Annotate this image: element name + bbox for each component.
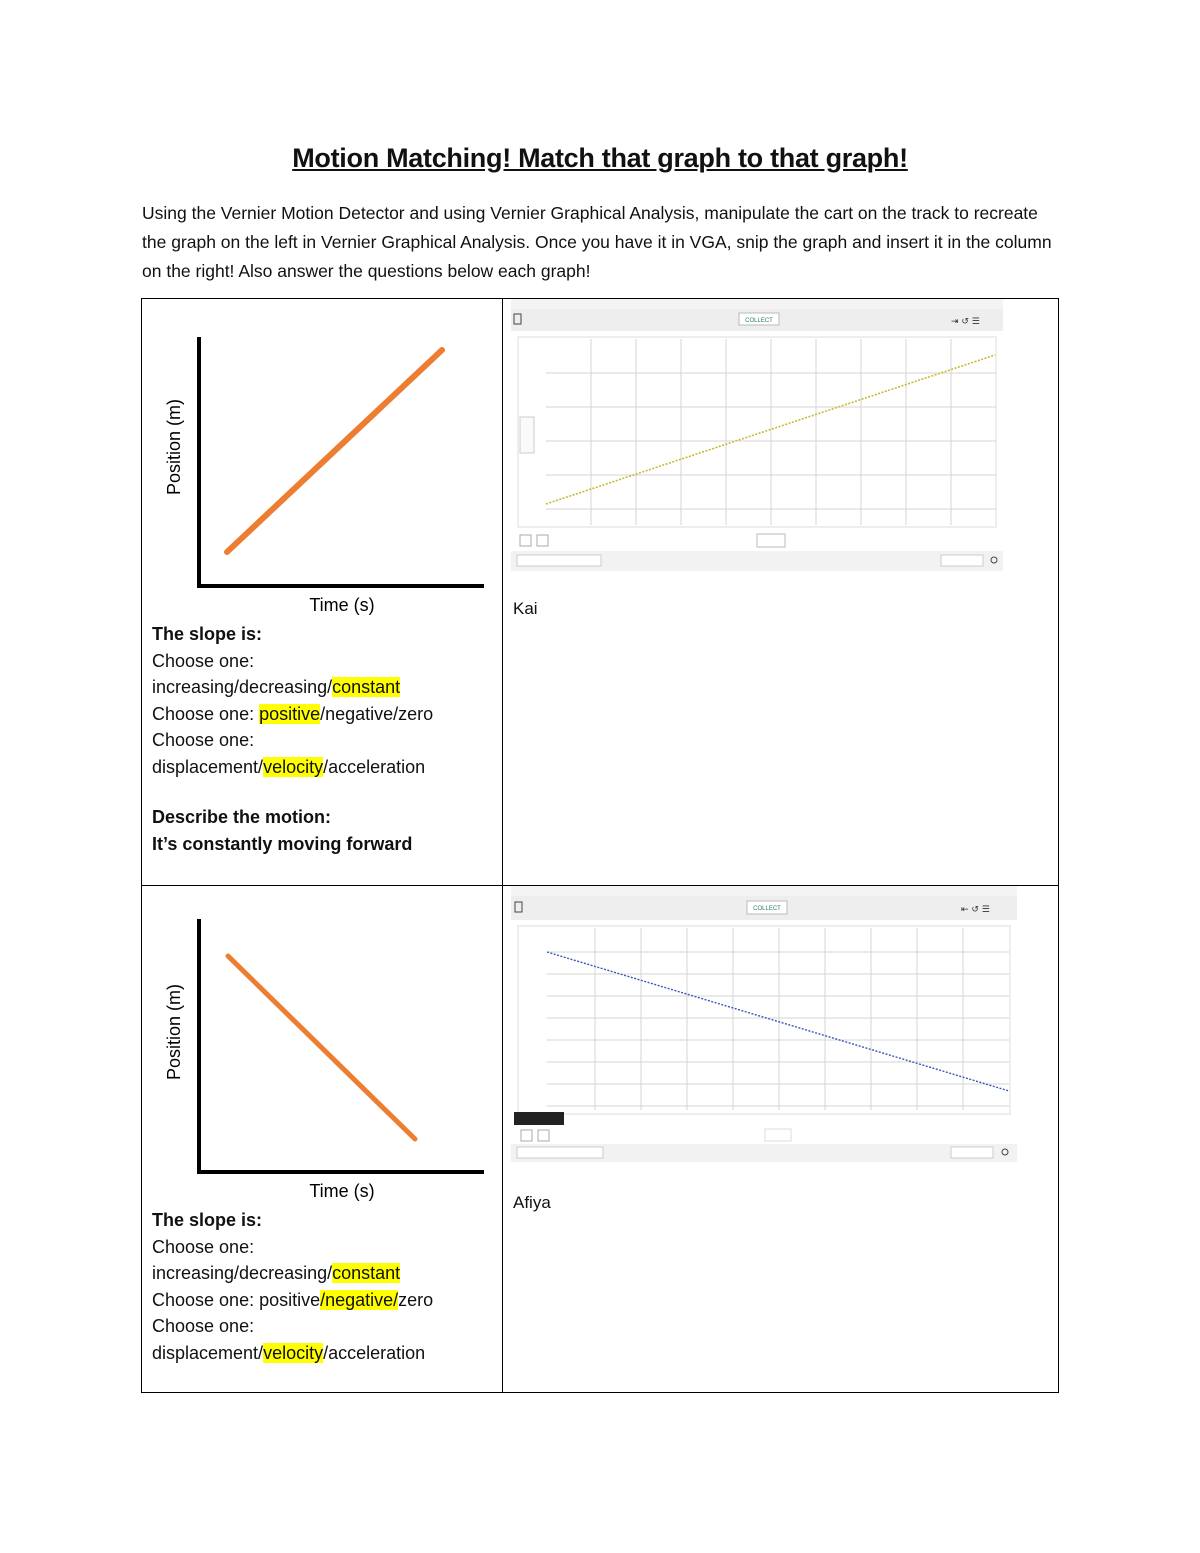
- increasing-line: [227, 350, 442, 552]
- slope-heading: The slope is:: [152, 1210, 263, 1230]
- student-name: Afiya: [513, 1193, 551, 1212]
- instructions: Using the Vernier Motion Detector and using Vernier Graphical Analysis, manipulate the cart on the track to recreate the graph on the left in Vernier Graphical Analysis. Once you have it in VGA, snip the graph and insert it in the column on the right! Also answer the questions below each graph!: [142, 203, 1052, 281]
- matching-table: [141, 298, 1059, 1393]
- choice-quantity: displacement/velocity/acceleration: [152, 756, 426, 777]
- table-row: [142, 886, 1059, 1393]
- status-field[interactable]: [517, 555, 601, 566]
- student-name: Kai: [513, 599, 538, 618]
- describe-answer: It’s constantly moving forward: [152, 833, 413, 854]
- collect-label: COLLECT: [753, 906, 781, 912]
- table-row: [142, 299, 1059, 886]
- x-axis-label: Time (s): [309, 1181, 375, 1201]
- choose-label: Choose one:: [152, 1316, 255, 1336]
- choose-label: Choose one:: [152, 730, 255, 750]
- collect-label: COLLECT: [745, 318, 773, 324]
- slope-questions: [152, 1207, 433, 1366]
- slope-heading: The slope is:: [152, 624, 263, 644]
- y-axis-selector[interactable]: [520, 417, 534, 453]
- choice-trend: increasing/decreasing/constant: [152, 677, 401, 697]
- choice-quantity: displacement/velocity/acceleration: [152, 1342, 426, 1363]
- tooltip: [514, 1112, 564, 1125]
- graph-tool-icon[interactable]: [520, 535, 531, 546]
- slope-questions: [152, 621, 433, 857]
- selected-answer: velocity: [263, 756, 324, 777]
- sketch-cell: [142, 299, 503, 886]
- vga-screenshot: [511, 299, 1003, 571]
- zoom-field[interactable]: [951, 1147, 993, 1158]
- graph-tool-icon[interactable]: [538, 1130, 549, 1141]
- selected-answer: constant: [332, 677, 401, 697]
- selected-answer: /negative/: [320, 1289, 399, 1310]
- describe-heading: Describe the motion:: [152, 807, 332, 827]
- choose-label: Choose one:: [152, 650, 255, 671]
- screenshot-cell: [503, 299, 1059, 886]
- vga-screenshot: [511, 886, 1017, 1162]
- toolbar-icons[interactable]: ⇥ ↺ ☰: [951, 317, 980, 327]
- choice-trend: increasing/decreasing/constant: [152, 1263, 401, 1283]
- position-time-sketch: [142, 886, 502, 1211]
- position-time-sketch: [142, 299, 502, 624]
- y-axis-label: Position (m): [164, 398, 184, 496]
- page-title: Motion Matching! Match that graph to that graph!: [292, 143, 908, 173]
- zoom-field[interactable]: [941, 555, 983, 566]
- selected-answer: velocity: [263, 1342, 324, 1363]
- selected-answer: constant: [332, 1263, 401, 1283]
- screenshot-cell: [503, 886, 1059, 1393]
- toolbar-icons[interactable]: ⇤ ↺ ☰: [961, 905, 990, 915]
- choose-label: Choose one:: [152, 1236, 255, 1257]
- sketch-cell: [142, 886, 503, 1393]
- graph-tool-icon[interactable]: [537, 535, 548, 546]
- status-field[interactable]: [517, 1147, 603, 1158]
- choice-sign: Choose one: positive/negative/zero: [152, 1289, 434, 1310]
- graph-tool-icon[interactable]: [521, 1130, 532, 1141]
- x-axis-selector[interactable]: [765, 1129, 791, 1141]
- y-axis-label: Position (m): [164, 983, 184, 1081]
- choice-sign: Choose one: positive/negative/zero: [152, 703, 434, 724]
- x-axis-selector[interactable]: [757, 534, 785, 547]
- selected-answer: positive: [259, 703, 321, 724]
- decreasing-line: [228, 956, 415, 1139]
- x-axis-label: Time (s): [309, 595, 375, 615]
